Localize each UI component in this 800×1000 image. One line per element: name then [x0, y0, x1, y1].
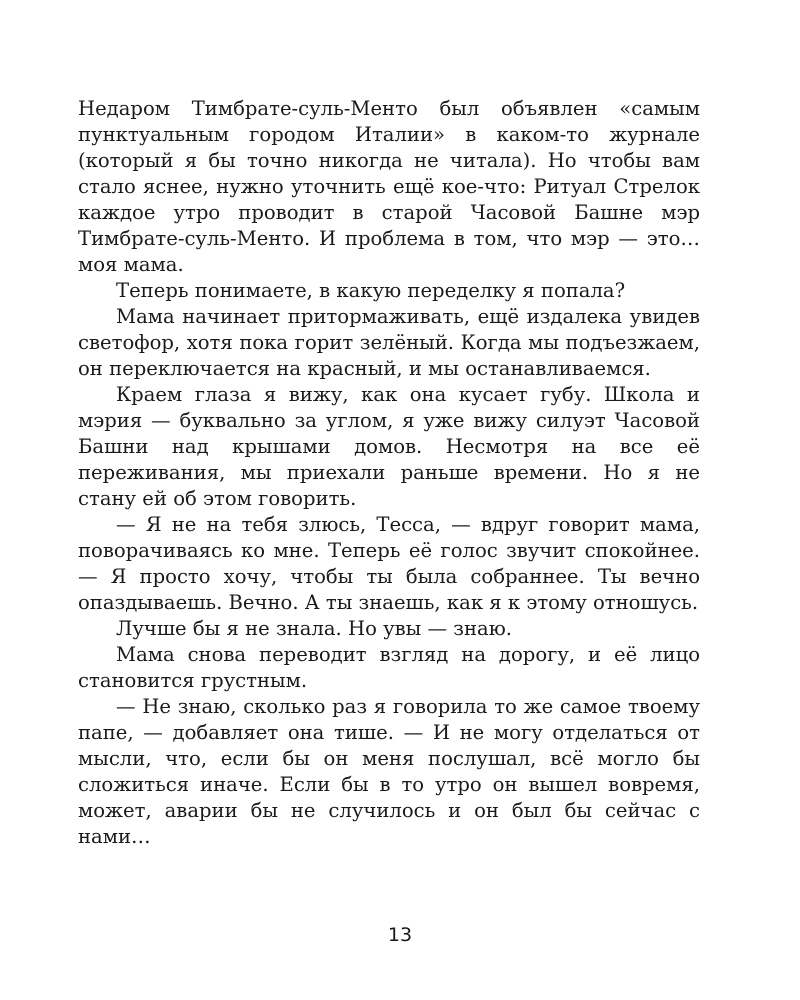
paragraph: Недаром Тимбрате-суль-Менто был объявлен «самым пунктуальным городом Италии» в каком-то журнале (который я бы точно никогда не читала). Но чтобы вам стало яснее, нужно уточнить ещё кое-что: Ритуал Стрелок каждое утро проводит в старой Часовой Башне мэр Тимбрате-суль-Менто. И проблема в том, что мэр — это… моя мама.	[78, 97, 700, 276]
body-text	[78, 96, 700, 850]
paragraph: Теперь понимаете, в какую переделку я попала?	[116, 279, 626, 302]
page-number: 13	[387, 924, 413, 946]
paragraph: — Не знаю, сколько раз я говорила то же самое твоему папе, — добавляет она тише. — И не могу отделаться от мысли, что, если бы он меня послушал, всё могло бы сложиться иначе. Если бы в то утро он вышел вовремя, может, аварии бы не случилось и он был бы сейчас с нами…	[78, 695, 700, 848]
paragraph: Краем глаза я вижу, как она кусает губу. Школа и мэрия — буквально за углом, я уже вижу силуэт Часовой Башни над крышами домов. Несмотря на все её переживания, мы приехали раньше времени. Но я не стану ей об этом говорить.	[78, 383, 700, 510]
paragraph: Лучше бы я не знала. Но увы — знаю.	[116, 617, 513, 640]
paragraph: — Я не на тебя злюсь, Тесса, — вдруг говорит мама, поворачиваясь ко мне. Теперь её голос звучит спокойнее. — Я просто хочу, чтобы ты была собраннее. Ты вечно опаздываешь. Вечно. А ты знаешь, как я к этому отношусь.	[78, 513, 700, 614]
paragraph: Мама снова переводит взгляд на дорогу, и её лицо становится грустным.	[78, 643, 700, 692]
paragraph: Мама начинает притормаживать, ещё издалека увидев светофор, хотя пока горит зелёный. Когда мы подъезжаем, он переключается на красный, и мы останавливаемся.	[78, 305, 700, 380]
